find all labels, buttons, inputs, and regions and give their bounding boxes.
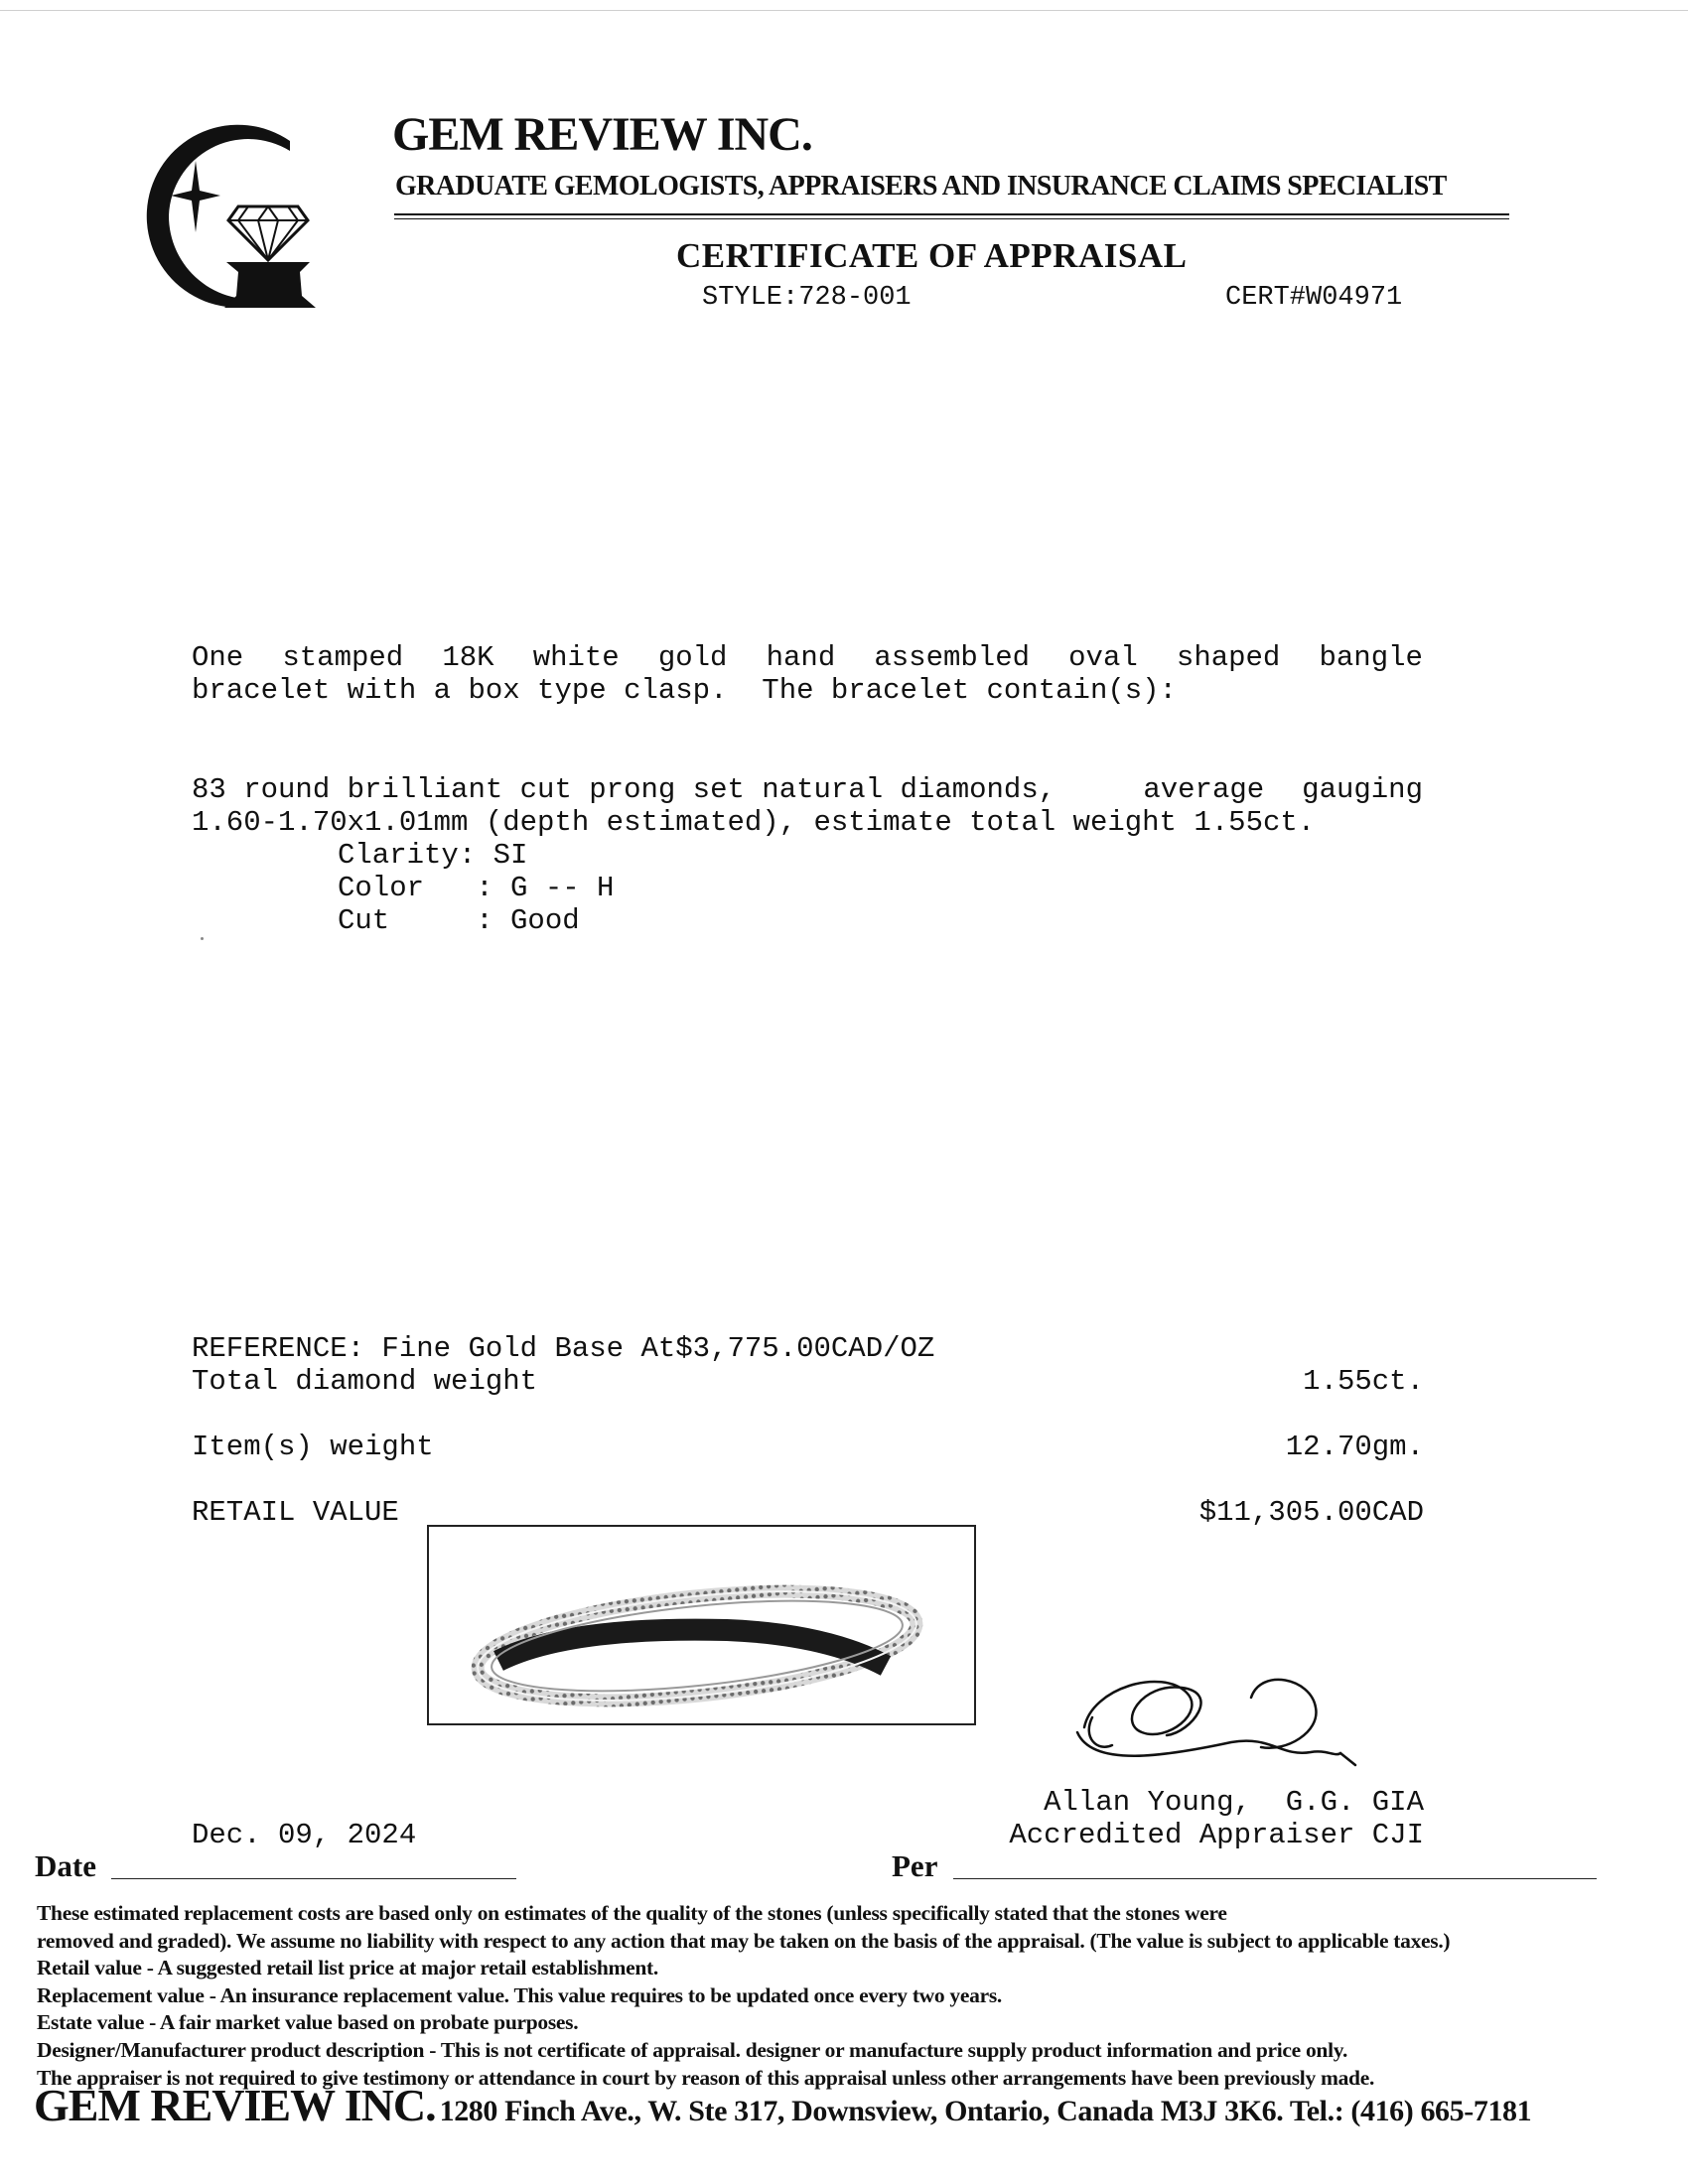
disclaimer-line: The appraiser is not required to give testimony or attendance in court by reason of this appraisal unless other arrangements have been previously made.: [37, 2065, 1375, 2090]
header-rule-thin: [394, 218, 1509, 219]
cut-grade: Cut : Good: [338, 904, 580, 937]
color-grade: Color : G -- H: [338, 872, 615, 904]
retail-value-amount: $11,305.00CAD: [1198, 1496, 1424, 1529]
stones-line-2: 1.60-1.70x1.01mm (depth estimated), estimate total weight 1.55ct.: [192, 806, 1316, 839]
disclaimer-line: Replacement value - An insurance replacement value. This value requires to be updated once every two years.: [37, 1982, 1002, 2007]
style-number: STYLE:728-001: [702, 283, 912, 313]
signature-line: [953, 1878, 1597, 1879]
date-line: [111, 1878, 516, 1879]
item-weight-value: 12.70gm.: [1285, 1431, 1424, 1463]
disclaimer: [37, 1900, 1665, 2092]
disclaimer-line: Estate value - A fair market value based on probate purposes.: [37, 2010, 579, 2035]
disclaimer-line: removed and graded). We assume no liability with respect to any action that may be taken on the basis of the appraisal. (The value is subject to applicable taxes.): [37, 1928, 1451, 1953]
disclaimer-line: Designer/Manufacturer product description - This is not certificate of appraisal. designer or manufacture supply product information and price only.: [37, 2037, 1348, 2062]
per-label: Per: [892, 1848, 938, 1883]
scan-speck: [201, 937, 204, 940]
clarity-grade: Clarity: SI: [338, 839, 528, 872]
date-label: Date: [35, 1848, 96, 1883]
description-line-2: bracelet with a box type clasp. The bracelet contain(s):: [192, 674, 1177, 707]
stones-line-1: 83 round brilliant cut prong set natural diamonds, average gauging: [192, 773, 1423, 806]
bracelet-image: [429, 1527, 974, 1723]
description-line-1: One stamped 18K white gold hand assembled oval shaped bangle: [192, 641, 1423, 674]
certificate-title: CERTIFICATE OF APPRAISAL: [676, 236, 1188, 275]
appraiser-signature: [1072, 1658, 1400, 1787]
company-name: GEM REVIEW INC.: [392, 108, 812, 161]
reference-price: REFERENCE: Fine Gold Base At$3,775.00CAD/OZ: [192, 1332, 935, 1365]
retail-value-label: RETAIL VALUE: [192, 1496, 399, 1529]
header-rule: [394, 213, 1509, 215]
gem-review-logo-icon: [141, 121, 330, 310]
footer: [34, 2079, 1531, 2131]
scan-edge-line: [0, 10, 1688, 11]
appraiser-title: Accredited Appraiser CJI: [1009, 1819, 1424, 1851]
footer-company: GEM REVIEW INC.: [34, 2080, 436, 2130]
item-weight-label: Item(s) weight: [192, 1431, 434, 1463]
appraisal-date: Dec. 09, 2024: [192, 1819, 417, 1851]
company-tagline: GRADUATE GEMOLOGISTS, APPRAISERS AND INSURANCE CLAIMS SPECIALIST: [395, 171, 1447, 202]
footer-address: 1280 Finch Ave., W. Ste 317, Downsview, Ontario, Canada M3J 3K6. Tel.: (416) 665-7181: [439, 2095, 1532, 2127]
appraiser-name: Allan Young, G.G. GIA: [1044, 1786, 1424, 1819]
disclaimer-line: These estimated replacement costs are based only on estimates of the quality of the stones (unless specifically stated that the stones were: [37, 1901, 1227, 1925]
disclaimer-line: Retail value - A suggested retail list price at major retail establishment.: [37, 1956, 658, 1980]
bracelet-photo: [427, 1525, 976, 1725]
certificate-number: CERT#W04971: [1225, 283, 1403, 313]
diamond-weight-label: Total diamond weight: [192, 1365, 538, 1398]
diamond-weight-value: 1.55ct.: [1303, 1365, 1424, 1398]
